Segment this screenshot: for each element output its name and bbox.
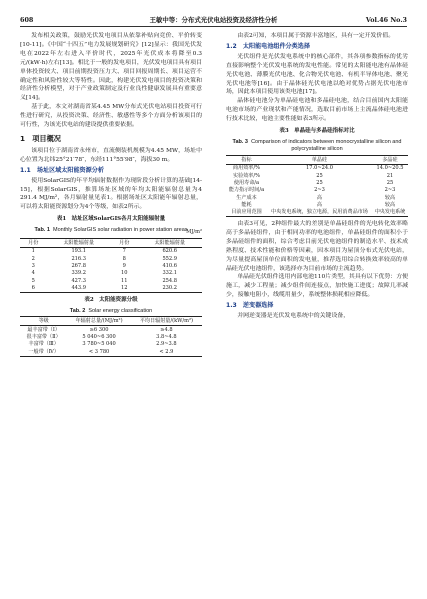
- table-cell: < 2.9: [159, 348, 174, 355]
- table-header: 太阳能辐射量: [137, 238, 202, 247]
- table-header: 年辐射总量/(MJ/m²): [67, 317, 130, 326]
- table-cell: 中央发电系统: [374, 209, 406, 216]
- table-cell: 高: [316, 194, 323, 201]
- table-cell: 427.3: [71, 277, 87, 284]
- subsection-heading: 1.2 太阳能电池组件分类选择: [226, 42, 310, 50]
- table-cell: 12: [120, 284, 128, 291]
- table2-solar-classification: [20, 316, 202, 356]
- body-paragraph: 使用SolarGIS的年平均辐射数据作为现阶段分析计算的基础[14-15]，根据SolarGIS，推算场址区域的年均太阳能辐射总量为4 291.4 MJ/m²，各月辐射量见表1。根据场址区太阳能年辐射总量，可以将太阳能资源划分为4个等级，如表2所示。: [20, 177, 202, 211]
- table-row: [226, 194, 408, 201]
- table-cell: 25: [386, 180, 394, 187]
- body-paragraph: 晶体硅电池分为单晶硅电池和多晶硅电池，结合目前国内太阳能电池市场的产业现状和产能情况，选取目前市场上主流晶体硅电池进行技术比较，电池主要性能如表3所示。: [226, 98, 408, 123]
- intro-paragraph: 基于此，本文对湖南省某4.45 MW分布式光伏电站项目投资可行性进行研究，从投资决策、经济性、敏感性等多个方面分析该项目的可行性，为该光伏电站的建设提供重要依据。: [20, 104, 202, 129]
- table-cell: 3: [31, 262, 35, 269]
- subsection-heading: 1.1 场址区域太阳能资源分析: [20, 166, 104, 174]
- table-row: [20, 341, 202, 348]
- table-cell: 10: [120, 270, 128, 277]
- table-cell: 410.6: [162, 262, 178, 269]
- body-paragraph: 由表2可知，本项目属于资源丰富地区，具有一定开发价值。: [237, 33, 395, 39]
- table1-monthly-radiation: [20, 238, 202, 293]
- table-cell: 8: [122, 255, 126, 262]
- table-cell: 21: [386, 172, 394, 179]
- table-cell: 9: [122, 262, 126, 269]
- subsection-heading: 1.3 逆变器选择: [226, 302, 274, 310]
- running-title: 王敏中等：分布式光伏电站投资及经济性分析: [149, 16, 278, 24]
- running-header: [20, 14, 407, 27]
- table-cell: 能力指示时间/a: [228, 187, 265, 194]
- table-cell: 较高: [384, 201, 396, 208]
- table-cell: 443.9: [71, 284, 87, 291]
- table-row: [20, 334, 202, 341]
- table-row: [226, 180, 408, 187]
- table2-caption-cn: 表2 太阳能资源分级: [84, 296, 138, 303]
- table-row: [20, 348, 202, 356]
- table-header: 月份: [20, 238, 46, 247]
- table-cell: 5: [31, 277, 35, 284]
- table-row: [20, 255, 202, 262]
- table-row: [226, 172, 408, 179]
- table-row: [226, 187, 408, 194]
- right-column: [226, 32, 408, 321]
- table-row: [20, 247, 202, 255]
- left-column: [20, 32, 202, 360]
- table1-caption-en: Tab. 1 Monthly SolarGIS solar radiation in power station areas: [34, 227, 188, 234]
- table1-caption-cn: 表1 站址区域SolarGIS各月太阳能辐射量: [56, 216, 166, 223]
- table-cell: 3 780~5 040: [82, 341, 116, 348]
- table-cell: 3.8~4.8: [156, 334, 177, 341]
- table-cell: 中央发电系统，独立电源，民用消费品市场: [271, 209, 368, 216]
- table-cell: 能耗: [241, 201, 252, 208]
- table-cell: 254.8: [162, 277, 178, 284]
- table-cell: 2: [31, 255, 35, 262]
- table-cell: 较高: [384, 194, 396, 201]
- table-header: 平均日辐射量/(kW/m²): [131, 317, 202, 326]
- table-cell: 25: [316, 172, 323, 179]
- table-row: [20, 262, 202, 269]
- table-row: [20, 277, 202, 284]
- table-cell: 339.2: [71, 270, 87, 277]
- table-cell: 最丰富带（Ⅰ）: [27, 326, 60, 333]
- table-row: [226, 209, 408, 217]
- table-cell: 267.8: [71, 262, 87, 269]
- table-cell: 14.0~20.5: [376, 165, 404, 172]
- body-paragraph: 由表3可见，2种组件最大的差别是单晶硅组件的光电转化效率略高于多晶硅组件，由于相同功率的电池组件，单晶硅组件的面积小于多晶硅组件的面积，综合考虑目前光伏电池组件的制造水平、技术成熟程度、技术性能和价格等因素，因本项目为屋顶分布式光伏电站，为尽量提高屋顶单位面积的发电量，推荐选用综合转换效率较高的单晶硅光伏电池组件，该选择亦为目前市场的主流趋势。: [226, 221, 408, 272]
- table-row: [20, 270, 202, 277]
- table-cell: 生产成本: [236, 194, 257, 201]
- table-cell: 25: [316, 180, 323, 187]
- page-number: 608: [20, 16, 34, 24]
- table-cell: 商用效率/%: [233, 165, 260, 172]
- table-cell: 目前应用范围: [231, 209, 262, 216]
- table-cell: 丰富带（Ⅲ）: [28, 341, 59, 348]
- table-header: 指标: [226, 155, 267, 164]
- table3-caption-en: Tab. 3 Comparison of indicators between monocrystalline silicon and polycrystalline silicon: [232, 139, 402, 153]
- table-cell: 4: [31, 270, 35, 277]
- section-heading: 1 项目概况: [20, 133, 61, 143]
- table-cell: 332.1: [162, 270, 178, 277]
- table-cell: 很丰富带（Ⅱ）: [26, 334, 61, 341]
- table-row: [226, 201, 408, 208]
- table-cell: 2.9~3.8: [156, 341, 177, 348]
- table-cell: 一般带（Ⅳ）: [28, 348, 59, 355]
- table-cell: 620.6: [162, 248, 178, 255]
- table-header: 太阳能辐射量: [46, 238, 111, 247]
- table-cell: 5 040~6 300: [82, 334, 116, 341]
- table-header: 月份: [111, 238, 137, 247]
- body-paragraph: 并网逆变器是光伏发电系统中的关键设备，: [237, 313, 350, 320]
- table-cell: 高: [316, 201, 323, 208]
- table-cell: 216.3: [71, 255, 87, 262]
- body-paragraph: 光伏组件是光伏发电系统中的核心部件，其各项参数指标的优劣直接影响整个光伏发电系统的发电性能。常见的太阳能电池有晶体硅光伏电池、薄膜光伏电池、化合物光伏电池、有机半导体电池、聚光光伏电池等[16]。由于晶体硅光伏电池以绝对优势占据光伏电池市场，因此本项目使用该类电池[17]。: [226, 53, 408, 96]
- table-cell: 1: [31, 248, 35, 255]
- table-cell: 552.9: [162, 255, 178, 262]
- table3-caption-cn: 表3 单晶硅与多晶硅指标对比: [279, 128, 355, 135]
- table-cell: ≥4.8: [160, 326, 173, 333]
- table-cell: 17.0~24.0: [305, 165, 333, 172]
- body-paragraph: 该项目位于湖南省永州市，直流侧装机规模为4.45 MW，场址中心位置为北纬25°21′78″，东经111°55′98″，海拔30 m。: [20, 147, 202, 163]
- table-row: [226, 164, 408, 172]
- table-cell: 2~3: [384, 187, 396, 194]
- table-row: [20, 284, 202, 292]
- table-cell: < 3 780: [88, 348, 110, 355]
- table-cell: 6: [31, 284, 35, 291]
- table-cell: 11: [120, 277, 128, 284]
- table-cell: 7: [122, 248, 126, 255]
- table-cell: 230.2: [162, 284, 178, 291]
- table-cell: 193.1: [71, 248, 87, 255]
- table2-caption-en: Tab. 2 Solar energy classification: [69, 307, 153, 314]
- table-header: 多晶硅: [372, 155, 408, 164]
- table-cell: 2~3: [314, 187, 325, 194]
- table3-silicon-comparison: [226, 155, 408, 217]
- volume-label: Vol.46 No.3: [365, 16, 407, 24]
- table-row: [20, 326, 202, 334]
- table-header: 单晶硅: [267, 155, 372, 164]
- table1-unit: MJ/m²: [186, 228, 202, 235]
- intro-paragraph: 发布相关政策，鼓励光伏发电项目从依靠补贴向竞价、平价转变[10-11]。《中国“十四五”电力发展规划研究》[12]显示：我国光伏发电在2022年左右进入平价时代，2025年光伏成本将降至0.3元/(kW·h)左右[13]。相比于一般的发电项目，光伏发电项目具有项目单体投资较大、项目前期投资压力大、项目回报周期长、项目运营不确定性和风险性较大等特性。因此，构建光伏发电项目的投资决策和经济性分析模型，对于产业政策制定及行业良性健康发展具有重要意义[14]。: [20, 33, 202, 102]
- table-cell: ≥6 300: [89, 326, 109, 333]
- body-paragraph: 单晶硅光伏组件选用内部电池110片类型，其具有以下优势：方便施工，减少工程量；减少组件间连接点，加快施工进度；故障几率减少，接触电阻小，线缆用量少，系统整体损耗相应降低。: [226, 274, 408, 299]
- table-header: 等级: [20, 317, 67, 326]
- table-cell: 使用寿命/a: [233, 180, 260, 187]
- table-cell: 实验效率/%: [233, 172, 260, 179]
